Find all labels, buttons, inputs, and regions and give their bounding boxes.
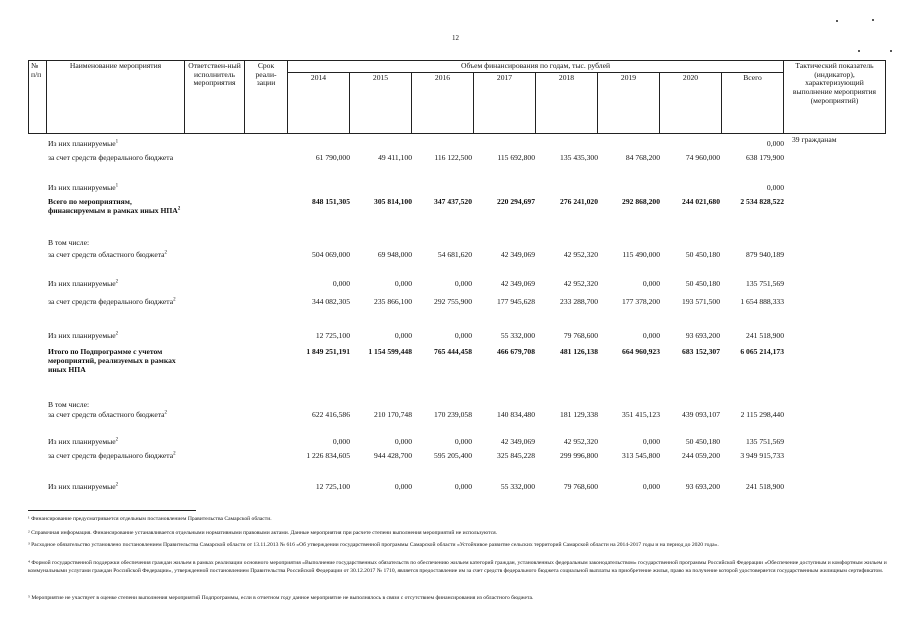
footnote-separator	[28, 510, 196, 511]
footnote-ref: 2	[115, 331, 119, 337]
row-value-2018: 79 768,600	[563, 331, 598, 340]
row-value-Всего: 241 518,900	[746, 331, 784, 340]
footnote-ref: 1	[115, 139, 119, 145]
header-responsible: Ответствен-ный исполнитель мероприятия	[185, 61, 245, 134]
scan-speck	[836, 20, 838, 22]
row-value-2018: 299 996,800	[560, 451, 598, 460]
row-value-2014: 504 069,000	[312, 250, 350, 259]
header-term: Срок реали-зации	[245, 61, 288, 134]
row-value-2015: 0,000	[394, 331, 412, 340]
row-value-2019: 115 490,000	[622, 250, 660, 259]
row-value-2017: 55 332,000	[500, 331, 535, 340]
row-value-2014: 12 725,100	[315, 482, 350, 491]
header-year: 2017	[474, 73, 536, 134]
row-value-Всего: 0,000	[766, 183, 784, 192]
row-value-Всего: 0,000	[766, 139, 784, 148]
header-name: Наименование мероприятия	[47, 61, 185, 134]
indicator-note: 39 гражданам	[792, 135, 837, 144]
row-label: Итого по Подпрограмме с учетом мероприятий, реализуемых в рамках иных НПА	[48, 347, 176, 375]
row-value-2017: 42 349,069	[500, 250, 535, 259]
row-value-2014: 12 725,100	[315, 331, 350, 340]
row-value-2020: 74 960,000	[685, 153, 720, 162]
row-value-2017: 42 349,069	[500, 437, 535, 446]
row-value-2014: 0,000	[332, 279, 350, 288]
row-value-2017: 177 945,628	[497, 297, 535, 306]
row-label: Всего по мероприятиям, финансируемым в рамках иных НПА$^2$	[48, 197, 181, 216]
header-funding: Объем финансирования по годам, тыс. рублей	[288, 61, 784, 73]
row-label: Из них планируемые$^1$	[48, 139, 119, 148]
row-label: за счет средств федерального бюджета	[48, 153, 174, 162]
row-value-2019: 0,000	[642, 331, 660, 340]
row-value-2020: 683 152,307	[682, 347, 720, 356]
row-value-2016: 0,000	[454, 331, 472, 340]
row-value-2018: 42 952,320	[563, 279, 598, 288]
footnote-ref: 2	[164, 250, 167, 256]
page-number: 12	[452, 34, 459, 42]
row-value-2020: 93 693,200	[685, 331, 720, 340]
scan-speck	[872, 19, 874, 21]
row-value-2018: 42 952,320	[563, 250, 598, 259]
row-value-2017: 115 692,800	[497, 153, 535, 162]
row-value-2019: 177 378,200	[622, 297, 660, 306]
row-value-2020: 193 571,500	[682, 297, 720, 306]
header-year: 2015	[350, 73, 412, 134]
row-label: Из них планируемые$^1$	[48, 183, 119, 192]
row-value-2014: 61 790,000	[315, 153, 350, 162]
row-value-2020: 244 021,680	[682, 197, 720, 206]
row-label: за счет средств областного бюджета$^2$	[48, 410, 167, 419]
row-value-2018: 79 768,600	[563, 482, 598, 491]
row-value-2016: 292 755,900	[434, 297, 472, 306]
row-value-2015: 1 154 599,448	[368, 347, 412, 356]
row-value-Всего: 879 940,189	[746, 250, 784, 259]
footnote: ⁴ Формой государственной поддержки обеспечения граждан жильем в рамках реализации основного мероприятия «Выполнение государственных обязательств по обеспечению жильем категорий граждан, установленных федеральным законодательством» государственной программы Российской Федерации «Обеспечение доступным и комфортным жильем и коммунальными услугами граждан Российской Федерации», утвержденной постановлением Правительства Российской Федерации от 30.12.2017 № 1710, является предоставление им за счет средств федерального бюджета социальной выплаты на приобретение жилья, право на получение которой удостоверяется государственным жилищным сертификатом.	[28, 560, 887, 574]
row-value-2017: 220 294,697	[497, 197, 535, 206]
row-value-2019: 313 545,800	[622, 451, 660, 460]
row-value-2018: 42 952,320	[563, 437, 598, 446]
row-value-2015: 0,000	[394, 482, 412, 491]
scan-speck	[858, 50, 860, 52]
row-label: Из них планируемые$^2$	[48, 482, 119, 491]
footnote: ² Справочная информация. Финансирование устанавливается отдельными нормативными правовыми актами. Данные мероприятия при расчете степени выполнения мероприятий не используются.	[28, 530, 498, 536]
row-value-2019: 292 868,200	[622, 197, 660, 206]
row-value-2015: 235 866,100	[374, 297, 412, 306]
row-value-2020: 93 693,200	[685, 482, 720, 491]
row-value-2017: 325 845,228	[497, 451, 535, 460]
row-value-Всего: 2 115 298,440	[740, 410, 784, 419]
header-year: 2014	[288, 73, 350, 134]
row-value-2014: 0,000	[332, 437, 350, 446]
row-label: Из них планируемые$^2$	[48, 331, 119, 340]
row-value-Всего: 3 949 915,733	[740, 451, 784, 460]
footnote-ref: 2	[115, 482, 119, 488]
row-label: Из них планируемые$^2$	[48, 279, 119, 288]
footnote: ⁵ Мероприятие не участвует в оценке степени выполнения мероприятий Подпрограммы, если в отчетном году данное мероприятие не выполнялось в связи с отсутствием финансирования из областного бюджета.	[28, 595, 534, 601]
header-num: № п/п	[29, 61, 47, 134]
header-year: 2019	[598, 73, 660, 134]
header-year: 2016	[412, 73, 474, 134]
header-year: 2018	[536, 73, 598, 134]
row-value-2015: 69 948,000	[377, 250, 412, 259]
row-label: за счет средств федерального бюджета$^2$	[48, 297, 176, 306]
row-value-2016: 0,000	[454, 437, 472, 446]
footnote-ref: 1	[115, 183, 119, 189]
row-value-2016: 0,000	[454, 482, 472, 491]
row-value-2019: 0,000	[642, 437, 660, 446]
footnote: ¹ Финансирование предусматривается отдельным постановлением Правительства Самарской области.	[28, 516, 272, 522]
table-header	[28, 60, 886, 134]
row-value-2014: 622 416,586	[312, 410, 350, 419]
row-value-2016: 0,000	[454, 279, 472, 288]
footnote-ref: 2	[173, 451, 176, 457]
row-value-2019: 0,000	[642, 482, 660, 491]
row-value-2018: 135 435,300	[560, 153, 598, 162]
row-value-2020: 439 093,107	[682, 410, 720, 419]
footnote: ³ Расходное обязательство установлено постановлением Правительства Самарской области от 13.11.2013 № 616 «Об утверждении государственной программы Самарской области «Устойчивое развитие сельских территорий Самарской области на 2014-2017 годы и на период до 2020 года».	[28, 542, 719, 548]
footnote-ref: 2	[164, 410, 167, 416]
row-value-2014: 848 151,305	[312, 197, 350, 206]
row-value-2017: 466 679,708	[497, 347, 535, 356]
row-label: В том числе:	[48, 238, 90, 247]
row-value-Всего: 241 518,900	[746, 482, 784, 491]
row-value-2014: 1 849 251,191	[306, 347, 350, 356]
row-value-2019: 84 768,200	[625, 153, 660, 162]
header-indicator: Тактический показатель (индикатор), характеризующий выполнение мероприятия (мероприятий)	[784, 61, 886, 134]
row-value-2020: 50 450,180	[685, 437, 720, 446]
row-value-2015: 0,000	[394, 437, 412, 446]
row-value-2020: 244 059,200	[682, 451, 720, 460]
footnote-ref: 2	[177, 206, 181, 212]
row-value-2016: 170 239,058	[434, 410, 472, 419]
header-year: 2020	[660, 73, 722, 134]
row-value-2016: 116 122,500	[434, 153, 472, 162]
row-value-2018: 181 129,338	[560, 410, 598, 419]
row-label: за счет средств областного бюджета$^2$	[48, 250, 167, 259]
row-value-2015: 944 428,700	[374, 451, 412, 460]
row-value-2015: 210 170,748	[374, 410, 412, 419]
row-value-2016: 347 437,520	[434, 197, 472, 206]
scan-speck	[890, 50, 892, 52]
row-value-2019: 664 960,923	[622, 347, 660, 356]
row-value-2014: 344 082,305	[312, 297, 350, 306]
row-value-2014: 1 226 834,605	[306, 451, 350, 460]
row-value-2015: 0,000	[394, 279, 412, 288]
row-value-Всего: 1 654 888,333	[740, 297, 784, 306]
row-value-2018: 481 126,138	[560, 347, 598, 356]
row-value-2016: 765 444,458	[434, 347, 472, 356]
row-label: В том числе:	[48, 400, 90, 409]
row-value-2019: 351 415,123	[622, 410, 660, 419]
row-value-2016: 54 681,620	[437, 250, 472, 259]
footnote-ref: 2	[115, 279, 119, 285]
row-value-2016: 595 205,400	[434, 451, 472, 460]
row-value-2015: 49 411,100	[378, 153, 412, 162]
row-value-2017: 140 834,480	[497, 410, 535, 419]
row-label: за счет средств федерального бюджета$^2$	[48, 451, 176, 460]
row-value-2015: 305 814,100	[374, 197, 412, 206]
footnote-ref: 2	[173, 297, 176, 303]
row-value-2018: 276 241,020	[560, 197, 598, 206]
row-value-Всего: 135 751,569	[746, 437, 784, 446]
footnote-ref: 2	[115, 437, 119, 443]
header-year: Всего	[722, 73, 784, 134]
row-value-2020: 50 450,180	[685, 279, 720, 288]
row-value-Всего: 135 751,569	[746, 279, 784, 288]
row-value-2018: 233 288,700	[560, 297, 598, 306]
row-value-2017: 55 332,000	[500, 482, 535, 491]
row-value-2019: 0,000	[642, 279, 660, 288]
row-value-Всего: 2 534 828,522	[740, 197, 784, 206]
row-value-Всего: 6 065 214,173	[740, 347, 784, 356]
row-value-2020: 50 450,180	[685, 250, 720, 259]
row-value-Всего: 638 179,900	[746, 153, 784, 162]
row-value-2017: 42 349,069	[500, 279, 535, 288]
row-label: Из них планируемые$^2$	[48, 437, 119, 446]
